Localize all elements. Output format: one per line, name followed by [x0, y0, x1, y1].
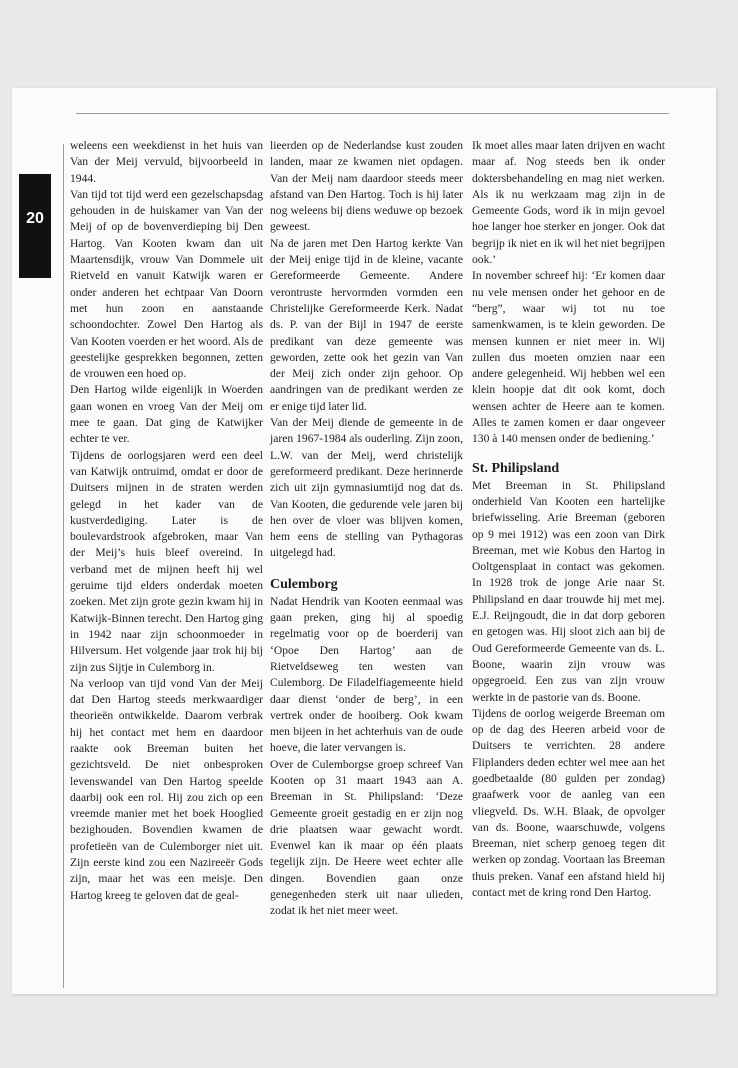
paragraph: In november schreef hij: ‘Er komen daar nu vele mensen onder het gehoor en de “berg”, waar wij tot nu toe samenkwamen, is te klein geworden. De mensen kunnen er niet meer in. Wij zullen dus moeten omzien naar een andere gelegenheid. Wij hebben wel een klein hoopje dat dit ook komt, doch wensen achter de Heere aan te komen. Alles te zamen komen er daar ongeveer 130 à 140 mensen onder de bediening.’	[472, 269, 665, 446]
header-rule	[76, 113, 669, 114]
paragraph: Ik moet alles maar laten drijven en wacht maar af. Nog steeds ben ik onder doktersbehandeling en mag niet werken. Als ik nu werkzaam mag zijn in de Gemeente Gods, word ik in mijn gevoel hoe langer hoe sterker en jonger. Ook dat begrijp ik niet en ik wil het niet begrijpen ook.’	[472, 139, 665, 267]
paragraph: Tijdens de oorlogsjaren werd een deel van Katwijk ontruimd, omdat er door de Duitsers mijnen in de straten werden gelegd in het kader van de kustverdediging. Later is de boulevardstrook afgebroken, maar Van der Meij’s huis bleef overeind. In verband met de mijnen heeft hij wel geruime tijd elders onderdak moeten zoeken. Met zijn grote gezin kwam hij in Katwijk-Binnen terecht. Den Hartog ging in 1942 naar zijn schoonmoeder in Hilversum. Het volgende jaar trok hij bij zijn zus Sijtje in Culemborg in.	[70, 448, 263, 674]
paragraph: Met Breeman in St. Philipsland onderhield Van Kooten een hartelijke briefwisseling. Arie Breeman (geboren op 9 mei 1912) was een zoon van Dirk Breeman, met wie Kobus den Hartog in Ooltgensplaat in contact was gekomen. In 1928 trok de jonge Arie naar St. Philipsland en daar trouwde hij met mej. E.J. Reijngoudt, die in dat dorp geboren en getogen was. Hij sloot zich aan bij de Oud Gereformeerde Gemeente van ds. L. Boone, waarin zijn vrouw was opgegroeid. Een zus van zijn vrouw werkte in de pastorie van ds. Boone.	[472, 478, 665, 704]
paragraph: Over de Culemborgse groep schreef Van Kooten op 31 maart 1943 aan A. Breeman in St. Philipsland: ‘Deze Gemeente groeit gestadig en er zijn nog drie plaatsen waar gewacht wordt. Evenwel kan ik maar op één plaats tegelijk zijn. De Heere weet echter alle dingen. Bovendien gaan onze genegenheden sterk uit naar ulieden, zodat ik het niet meer weet.	[270, 757, 463, 918]
text-column-1	[70, 138, 263, 904]
paragraph: Den Hartog wilde eigenlijk in Woerden gaan wonen en vroeg Van der Meij om mee te gaan. Dat ging de Katwijker echter te ver.	[70, 383, 263, 446]
paragraph: lieerden op de Nederlandse kust zouden landen, maar ze kwamen niet opdagen. Van der Meij nam daardoor steeds meer afstand van Den Hartog. Toch is hij later nog weleens bij diens weduwe op bezoek geweest.	[270, 139, 463, 234]
paragraph: weleens een weekdienst in het huis van Van der Meij vervuld, bijvoorbeeld in 1944.	[70, 139, 263, 185]
text-column-3	[472, 138, 665, 901]
paragraph: Nadat Hendrik van Kooten eenmaal was gaan preken, ging hij al spoedig regelmatig voor op de boerderij van ‘Opoe Den Hartog’ aan de Rietveldseweg ten westen van Culemborg. De Filadelfiagemeente hield daar dienst ‘onder de berg’, in een vertrek onder de hooiberg. Ook kwam men bijeen in het achterhuis van de oude hoeve, die later vervangen is.	[270, 594, 463, 755]
paragraph: Van tijd tot tijd werd een gezelschapsdag gehouden in de huiskamer van Van der Meij of op de bovenverdieping bij Den Hartog. Van Kooten kwam dan uit Maartensdijk, vrouw Van Dommele uit Rietveld en vanuit Katwijk waren er onder anderen het echtpaar Van Doorn met hun zoon en aanstaande schoondochter. Zowel Den Hartog als Van Kooten voerden er het woord. Als de geestelijke gesprekken begonnen, zetten de vrouwen een hoed op.	[70, 187, 263, 381]
paragraph: Tijdens de oorlog weigerde Breeman om op de dag des Heeren arbeid voor de Duitsers te verrichten. 28 andere Fliplanders deden echter wel mee aan het goedbetaalde (80 gulden per zondag) graafwerk voor de aanleg van een vliegveld. Ds. W.H. Blaak, de opvolger van ds. Boone, waarschuwde, volgens Breeman, niet scherp genoeg tegen dit werken op zondag. Voortaan las Breeman thuis preken. Vanaf een afstand hield hij contact met de kring rond Den Hartog.	[472, 706, 665, 900]
paragraph: Van der Meij diende de gemeente in de jaren 1967-1984 als ouderling. Zijn zoon, L.W. van der Meij, werd christelijk gereformeerd predikant. Deze herinnerde zich uit zijn gymnasiumtijd nog dat ds. Van Kooten, die gedurende vele jaren bij hen over de vloer was blijven komen, hem eens de stelling van Pythagoras uitgelegd had.	[270, 416, 463, 560]
margin-rule	[63, 144, 64, 988]
section-heading-culemborg: Culemborg	[270, 576, 338, 592]
page-number: 20	[26, 210, 44, 227]
text-column-2	[270, 138, 463, 920]
section-heading-st-philipsland: St. Philipsland	[472, 460, 560, 476]
paragraph: Na de jaren met Den Hartog kerkte Van der Meij enige tijd in de kleine, vacante Gereformeerde Gemeente. Andere verontruste hervormden vormden een Christelijke Gereformeerde Kerk. Nadat ds. P. van der Bijl in 1947 de eerste predikant van deze gemeente was geworden, zette ook het gezin van Van der Meij zich onder zijn gehoor. Op aandringen van de predikant werden ze er enige tijd later lid.	[270, 236, 463, 413]
paragraph: Na verloop van tijd vond Van der Meij dat Den Hartog steeds merkwaardiger theorieën ontwikkelde. Daarom verbrak hij het contact met hem en daardoor raakte ook Breeman buiten het gezichtsveld. De niet onbesproken levenswandel van Den Hartog speelde daarbij ook een rol. Hij zou zich op een vreemde manier met het boek Hooglied bezighouden. Bovendien kwamen de profetieën van de Culemborger niet uit. Zijn eerste kind zou een Nazireeër Gods zijn, maar het was een meisje. Den Hartog kreeg te geloven dat de geal-	[70, 676, 263, 902]
